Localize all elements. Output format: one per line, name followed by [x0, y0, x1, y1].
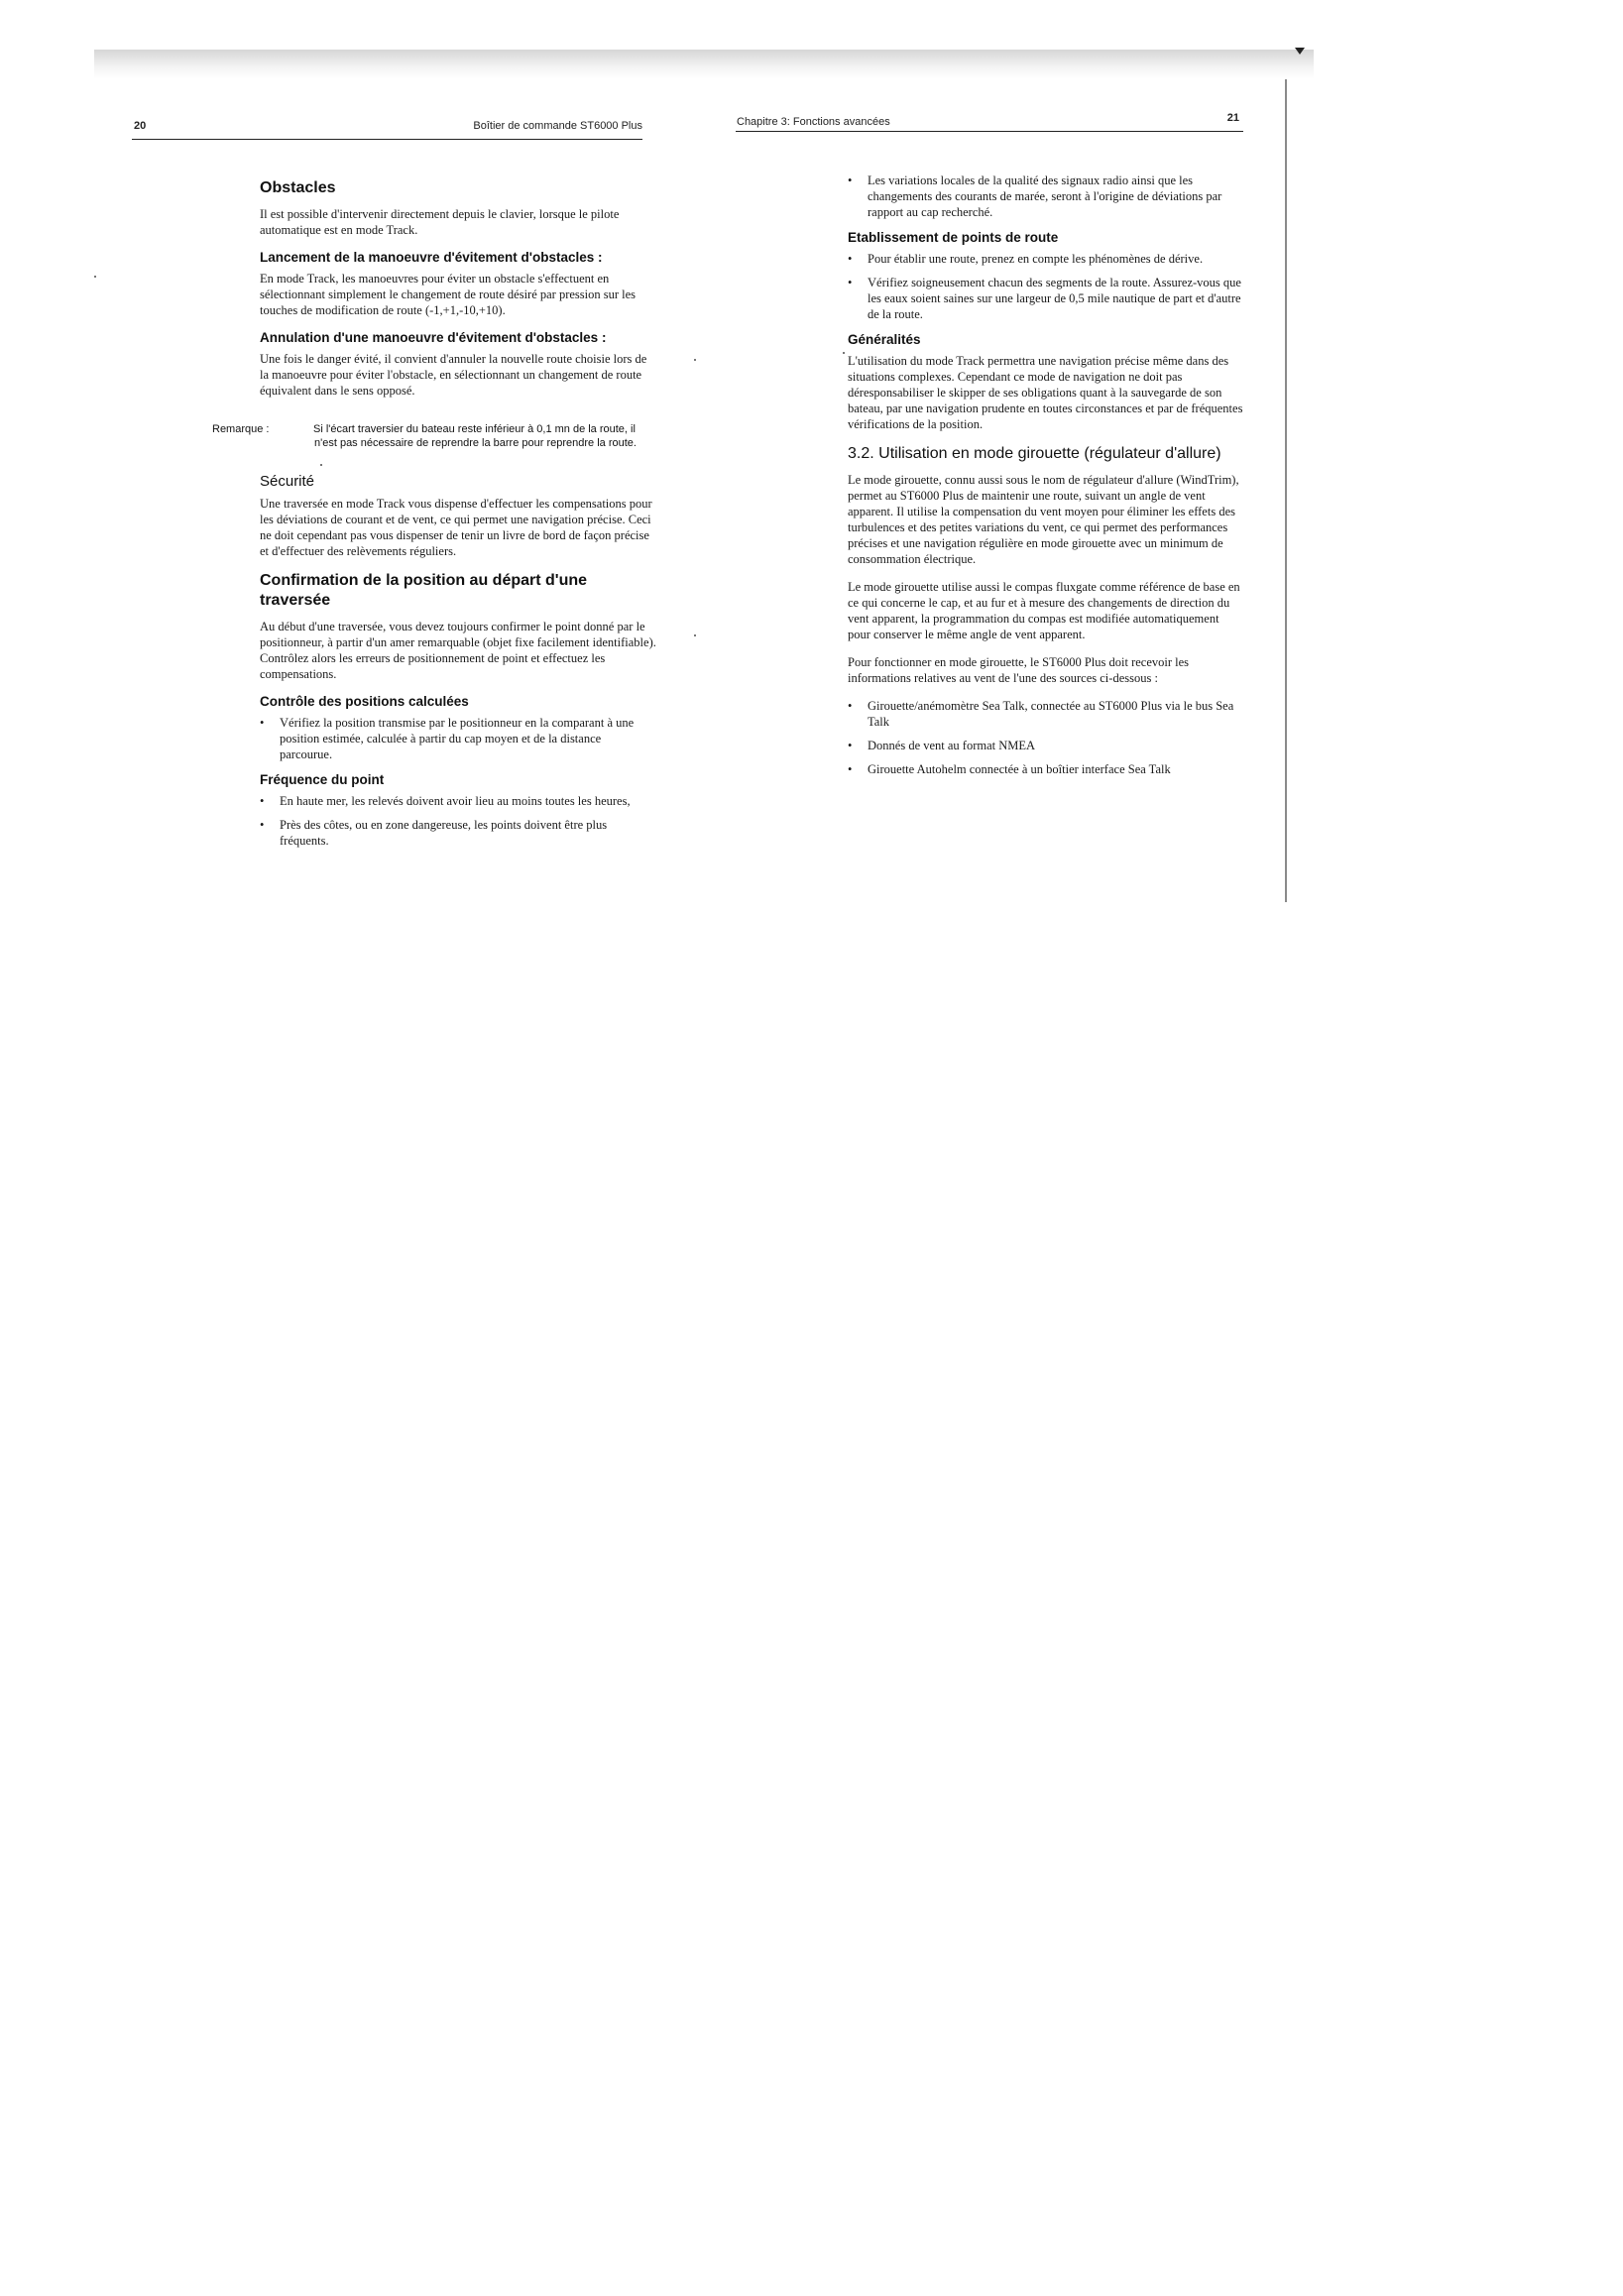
bullet-item: • Vérifiez soigneusement chacun des segments de la route. Assurez-vous que les eaux soient saines sur une largeur de 0,5 mile nautique de part et d'autre de la route. — [848, 275, 1244, 322]
scan-speck — [694, 634, 696, 636]
bullet-item: • Girouette/anémomètre Sea Talk, connectée au ST6000 Plus via le bus Sea Talk — [848, 698, 1244, 730]
bullet-item: • Pour établir une route, prenez en compte les phénomènes de dérive. — [848, 251, 1244, 267]
body-paragraph: Il est possible d'intervenir directement depuis le clavier, lorsque le pilote automatique est en mode Track. — [260, 207, 620, 237]
left-column-bottom — [260, 473, 656, 859]
scan-speck — [843, 352, 845, 354]
page-number: 20 — [134, 120, 147, 132]
bullet-list — [848, 172, 1244, 220]
bullet-list — [848, 251, 1244, 322]
body-paragraph: Une traversée en mode Track vous dispense d'effectuer les compensations pour les déviations de courant et de vent, ce qui permet une navigation précise. Ceci ne doit cependant pas vous dispenser de tenir un livre de bord de façon précise et d'effectuer des relèvements réguliers. — [260, 497, 652, 558]
body-paragraph: Une fois le danger évité, il convient d'annuler la nouvelle route choisie lors de la manoeuvre pour éviter l'obstacle, en sélectionnant un changement de route équivalent dans le sens opposé. — [260, 352, 647, 398]
section-heading: Lancement de la manoeuvre d'évitement d'obstacles : — [260, 250, 603, 265]
bullet-list — [260, 793, 656, 849]
page-number: 21 — [1226, 112, 1239, 124]
scan-speck — [320, 464, 322, 466]
header-rule — [132, 139, 642, 140]
scan-edge-right — [1285, 79, 1287, 902]
scan-speck — [694, 359, 696, 361]
header-rule — [736, 131, 1243, 132]
section-heading: Confirmation de la position au départ d'une traversée — [260, 572, 588, 609]
remark-text-line2: n'est pas nécessaire de reprendre la barre pour reprendre la route. — [314, 437, 637, 449]
bullet-list — [848, 698, 1244, 777]
section-heading: Etablissement de points de route — [848, 230, 1059, 245]
remark-note — [212, 422, 668, 450]
running-header: Boîtier de commande ST6000 Plus — [473, 120, 642, 132]
section-heading: Fréquence du point — [260, 772, 385, 787]
right-column — [848, 172, 1244, 787]
body-paragraph: Le mode girouette, connu aussi sous le nom de régulateur d'allure (WindTrim), permet au ST6000 Plus de maintenir une route, suivant un angle de vent apparent. Il utilise la compensation du vent moyen pour éliminer les effets des turbulences et des petites variations du vent, ce qui permet des performances précises et une navigation régulière en mode girouette avec un minimum de consommation électrique. — [848, 473, 1239, 566]
section-heading: Annulation d'une manoeuvre d'évitement d'obstacles : — [260, 330, 607, 345]
bullet-item: • Les variations locales de la qualité des signaux radio ainsi que les changements des courants de marée, seront à l'origine de déviations par rapport au cap recherché. — [848, 172, 1244, 220]
body-paragraph: En mode Track, les manoeuvres pour éviter un obstacle s'effectuent en sélectionnant simplement le changement de route désiré par pression sur les touches de modification de route (-1,+1,-10,+10). — [260, 272, 637, 317]
body-paragraph: Le mode girouette utilise aussi le compas fluxgate comme référence de base en ce qui concerne le cap, et au fur et à mesure des changements de direction du vent apparent, la programmation du compas est modifiée automatiquement pour conserver le même angle de vent apparent. — [848, 580, 1240, 641]
left-column-top — [260, 178, 656, 410]
bullet-item: • Donnés de vent au format NMEA — [848, 738, 1244, 753]
bullet-item: • En haute mer, les relevés doivent avoir lieu au moins toutes les heures, — [260, 793, 656, 809]
body-paragraph: Pour fonctionner en mode girouette, le ST6000 Plus doit recevoir les informations relatives au vent de l'une des sources ci-dessous : — [848, 655, 1190, 685]
remark-label: Remarque : — [212, 423, 270, 435]
section-heading: Contrôle des positions calculées — [260, 694, 469, 709]
scan-corner-mark — [1295, 48, 1305, 55]
section-heading: Sécurité — [260, 473, 315, 490]
bullet-list — [260, 715, 656, 762]
remark-text-line1: Si l'écart traversier du bateau reste inférieur à 0,1 mn de la route, il — [313, 423, 636, 435]
section-heading: Généralités — [848, 332, 921, 347]
bullet-item: • Girouette Autohelm connectée à un boîtier interface Sea Talk — [848, 761, 1244, 777]
scan-speck — [94, 276, 96, 278]
section-heading: Obstacles — [260, 179, 336, 196]
body-paragraph: Au début d'une traversée, vous devez toujours confirmer le point donné par le positionneur, à partir d'un amer remarquable (objet fixe facilement identifiable). Contrôlez alors les erreurs de positionnement de point et effectuez les compensations. — [260, 620, 656, 681]
body-paragraph: L'utilisation du mode Track permettra une navigation précise même dans des situations complexes. Cependant ce mode de navigation ne doit pas déresponsabiliser le skipper de ses obligations quant à la sauvegarde de son bateau, par une navigation prudente en toutes circonstances et par de fréquentes vérifications de la position. — [848, 354, 1243, 431]
bullet-item: • Près des côtes, ou en zone dangereuse, les points doivent être plus fréquents. — [260, 817, 656, 849]
section-heading: 3.2. Utilisation en mode girouette (régulateur d'allure) — [848, 445, 1221, 462]
running-header: Chapitre 3: Fonctions avancées — [737, 116, 890, 128]
scan-shadow-top — [94, 50, 1314, 79]
bullet-item: • Vérifiez la position transmise par le positionneur en la comparant à une position estimée, calculée à partir du cap moyen et de la distance parcourue. — [260, 715, 656, 762]
